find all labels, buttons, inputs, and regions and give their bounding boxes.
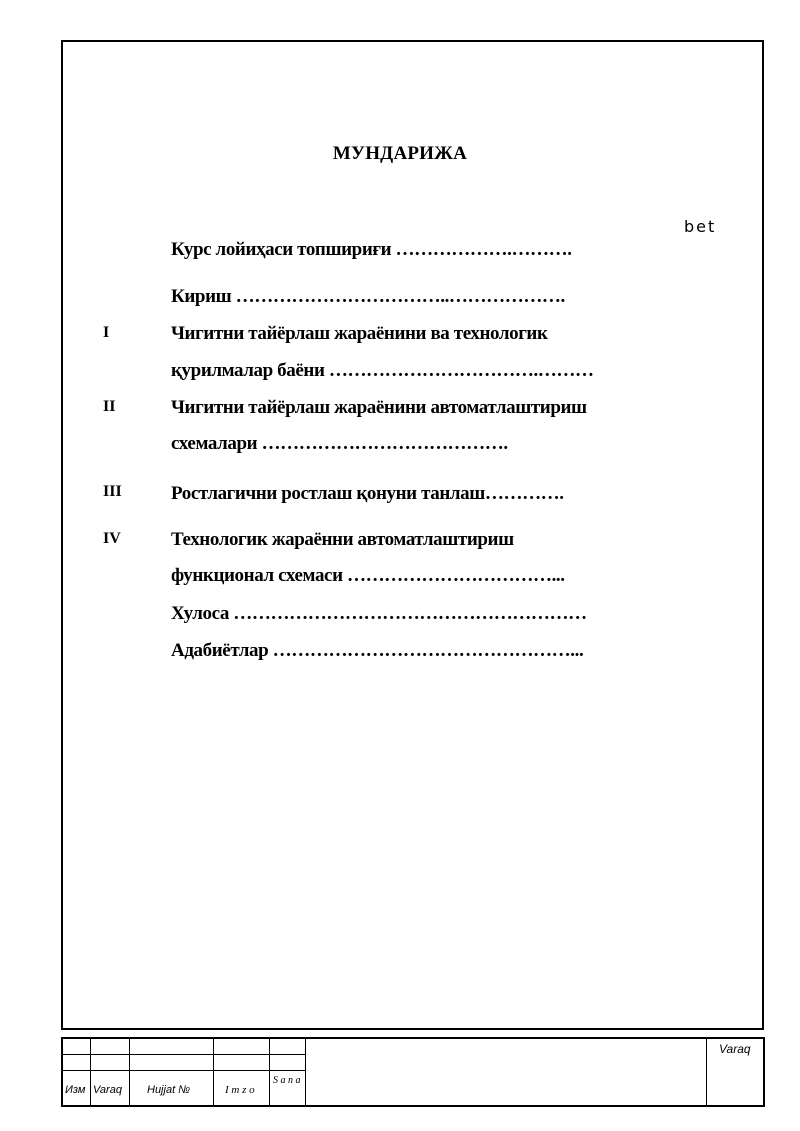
toc-entry-text: Кириш ……………………………..………………. [171,286,565,307]
toc-entry-text: Адабиётлар …………………………………………... [171,640,584,661]
toc-entry-text: функционал схемаси ……………………………... [171,565,565,586]
toc-entry [171,633,583,669]
sana-label: S a n a [273,1075,301,1086]
toc-entry-text: Чигитни тайёрлаш жараёнини ва технологик [171,323,548,344]
toc-entry-text: Курс лойиҳаси топшириғи ……………….………. [171,239,572,260]
varaq-label: Varaq [93,1084,122,1096]
toc-entry [171,522,565,594]
imzo-label: I m z o [225,1084,255,1096]
toc-entry [171,390,587,462]
toc-number: IV [103,530,121,547]
title-block-col-line [129,1039,130,1105]
title-block-col-line [213,1039,214,1105]
title-block-col-line [706,1039,707,1105]
toc-number: III [103,483,122,500]
toc-entry [171,232,572,268]
title-block-col-line [305,1039,306,1105]
toc-number: II [103,398,116,415]
toc-entry-text: Ростлагични ростлаш қонуни танлаш…………. [171,483,564,504]
toc-entry-text: қурилмалар баёни …………………………….……… [171,360,594,381]
title-block-col-line [90,1039,91,1105]
title-block [61,1037,765,1107]
title-block-col-line [269,1039,270,1105]
toc-entry [171,476,564,512]
toc-entry-text: Технологик жараённи автоматлаштириш [171,529,514,550]
toc-entry [171,596,587,632]
toc-entry-text: схемалари …………………………………. [171,433,508,454]
toc-entry [171,279,565,315]
page-title: МУНДАРИЖА [332,143,468,164]
sheet-label: Varaq [719,1042,751,1056]
izm-label: Изм [65,1084,86,1096]
toc-number: I [103,324,110,341]
toc-entry [171,316,594,389]
toc-entry-text: Чигитни тайёрлаш жараёнини автоматлаштириш [171,397,587,418]
toc-entry-text: Хулоса ………………………………………………… [171,603,587,624]
page-column-header: bet [684,217,717,236]
hujjat-label: Hujjat № [147,1084,191,1096]
